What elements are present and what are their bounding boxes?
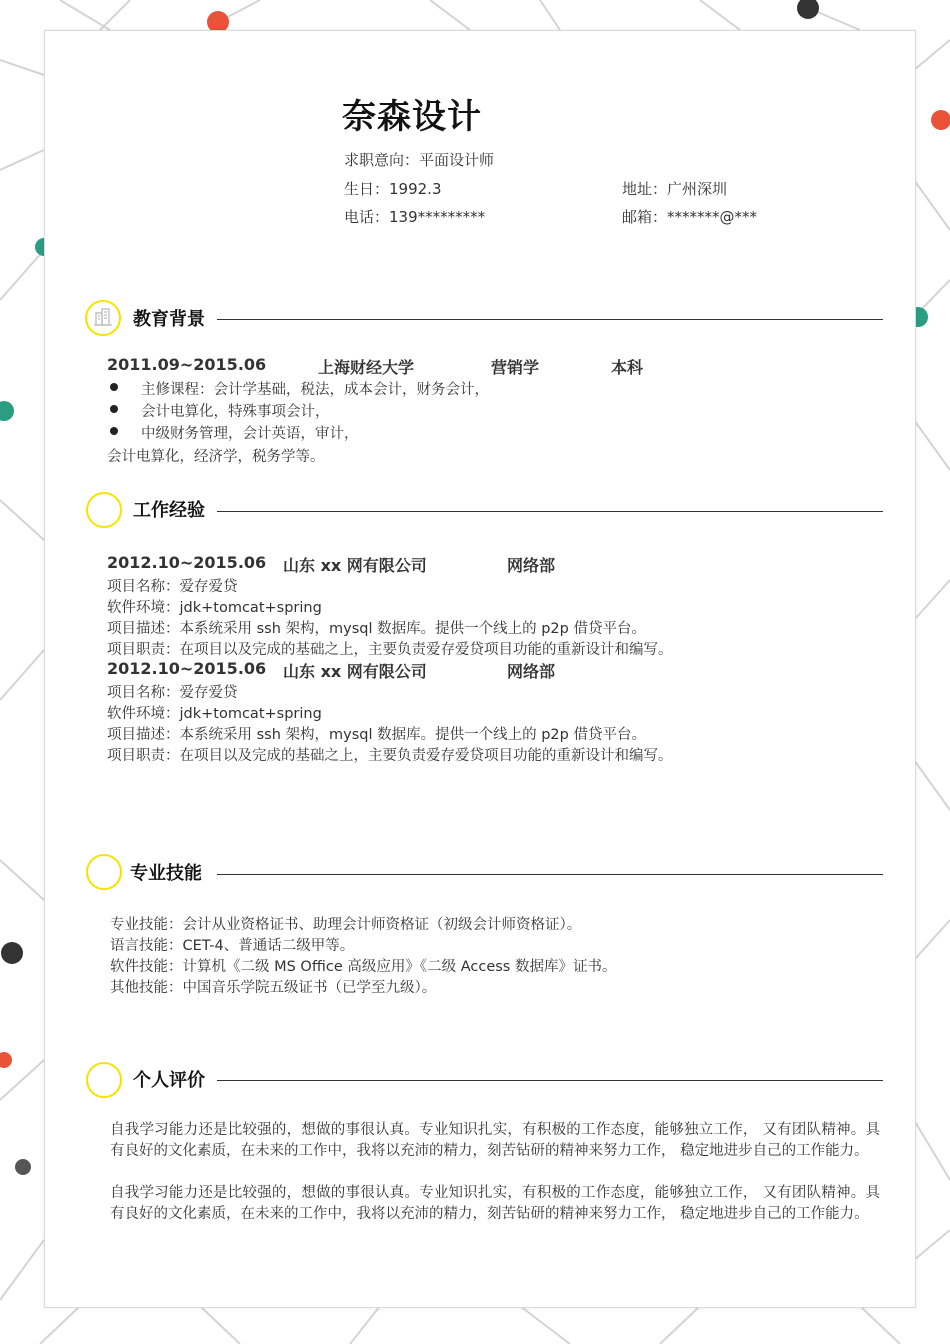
evaluation-section-title: 个人评价 bbox=[133, 1070, 205, 1091]
email: 邮箱：*******@*** bbox=[622, 208, 758, 226]
work-section-title: 工作经验 bbox=[133, 500, 205, 521]
evaluation-paragraph: 自我学习能力还是比较强的，想做的事很认真。专业知识扎实，有积极的工作态度，能够独立工作， 又有团队精神。具有良好的文化素质，在未来的工作中，我将以充沛的精力，刻苦钻研的精神来努力工作， 稳定地进步自己的工作能力。 bbox=[110, 1185, 880, 1222]
education-major: 营销学 bbox=[491, 358, 540, 377]
evaluation-section-icon bbox=[86, 1062, 122, 1098]
candidate-name: 奈森设计 bbox=[342, 97, 482, 137]
education-course-line: 中级财务管理，会计英语，审计， bbox=[141, 426, 359, 442]
evaluation-divider bbox=[217, 1080, 883, 1081]
bullet-dot bbox=[110, 405, 118, 413]
work-department: 网络部 bbox=[507, 662, 556, 681]
work-project-name: 项目名称：爱存爱贷 bbox=[107, 579, 238, 595]
building-icon bbox=[87, 302, 119, 334]
work-project-env: 软件环境：jdk+tomcat+spring bbox=[107, 600, 322, 616]
education-divider bbox=[217, 319, 883, 320]
skills-section-title: 专业技能 bbox=[130, 863, 202, 884]
work-company: 山东 xx 网有限公司 bbox=[283, 662, 427, 681]
evaluation-paragraph: 自我学习能力还是比较强的，想做的事很认真。专业知识扎实，有积极的工作态度，能够独立工作， 又有团队精神。具有良好的文化素质，在未来的工作中，我将以充沛的精力，刻苦钻研的精神来努力工作， 稳定地进步自己的工作能力。 bbox=[110, 1122, 880, 1159]
education-course-line: 会计电算化，特殊事项会计， bbox=[141, 404, 330, 420]
skills-section-icon bbox=[86, 854, 122, 890]
skill-item: 语言技能：CET-4、普通话二级甲等。 bbox=[110, 938, 355, 954]
work-project-name: 项目名称：爱存爱贷 bbox=[107, 685, 238, 701]
work-project-desc: 项目描述：本系统采用 ssh 架构，mysql 数据库。提供一个线上的 p2p 借贷平台。 bbox=[107, 621, 646, 637]
work-divider bbox=[217, 511, 883, 512]
work-department: 网络部 bbox=[507, 556, 556, 575]
bullet-dot bbox=[110, 427, 118, 435]
education-section-icon bbox=[85, 300, 121, 336]
phone: 电话：139********* bbox=[344, 208, 486, 226]
work-section-icon bbox=[86, 492, 122, 528]
work-project-duty: 项目职责：在项目以及完成的基础之上，主要负责爱存爱贷项目功能的重新设计和编写。 bbox=[107, 642, 673, 658]
job-intent: 求职意向：平面设计师 bbox=[344, 151, 495, 169]
address: 地址：广州深圳 bbox=[622, 180, 728, 198]
skills-divider bbox=[217, 874, 883, 875]
skill-item: 专业技能：会计从业资格证书、助理会计师资格证（初级会计师资格证）。 bbox=[110, 917, 582, 933]
work-date: 2012.10~2015.06 bbox=[107, 553, 267, 572]
resume-sheet bbox=[44, 30, 916, 1308]
education-date: 2011.09~2015.06 bbox=[107, 355, 267, 374]
work-date: 2012.10~2015.06 bbox=[107, 659, 267, 678]
education-course-tail: 会计电算化，经济学，税务学等。 bbox=[107, 449, 325, 465]
skill-item: 其他技能：中国音乐学院五级证书（已学至九级）。 bbox=[110, 980, 437, 996]
education-school: 上海财经大学 bbox=[318, 358, 415, 377]
bullet-dot bbox=[110, 383, 118, 391]
work-project-env: 软件环境：jdk+tomcat+spring bbox=[107, 706, 322, 722]
skill-item: 软件技能：计算机《二级 MS Office 高级应用》《二级 Access 数据库》证书。 bbox=[110, 959, 617, 975]
work-project-duty: 项目职责：在项目以及完成的基础之上，主要负责爱存爱贷项目功能的重新设计和编写。 bbox=[107, 748, 673, 764]
education-section-title: 教育背景 bbox=[133, 309, 205, 330]
work-company: 山东 xx 网有限公司 bbox=[283, 556, 427, 575]
work-project-desc: 项目描述：本系统采用 ssh 架构，mysql 数据库。提供一个线上的 p2p 借贷平台。 bbox=[107, 727, 646, 743]
birth-date: 生日：1992.3 bbox=[344, 180, 442, 198]
education-degree: 本科 bbox=[611, 358, 644, 377]
education-course-line: 主修课程：会计学基础，税法，成本会计，财务会计， bbox=[141, 382, 489, 398]
